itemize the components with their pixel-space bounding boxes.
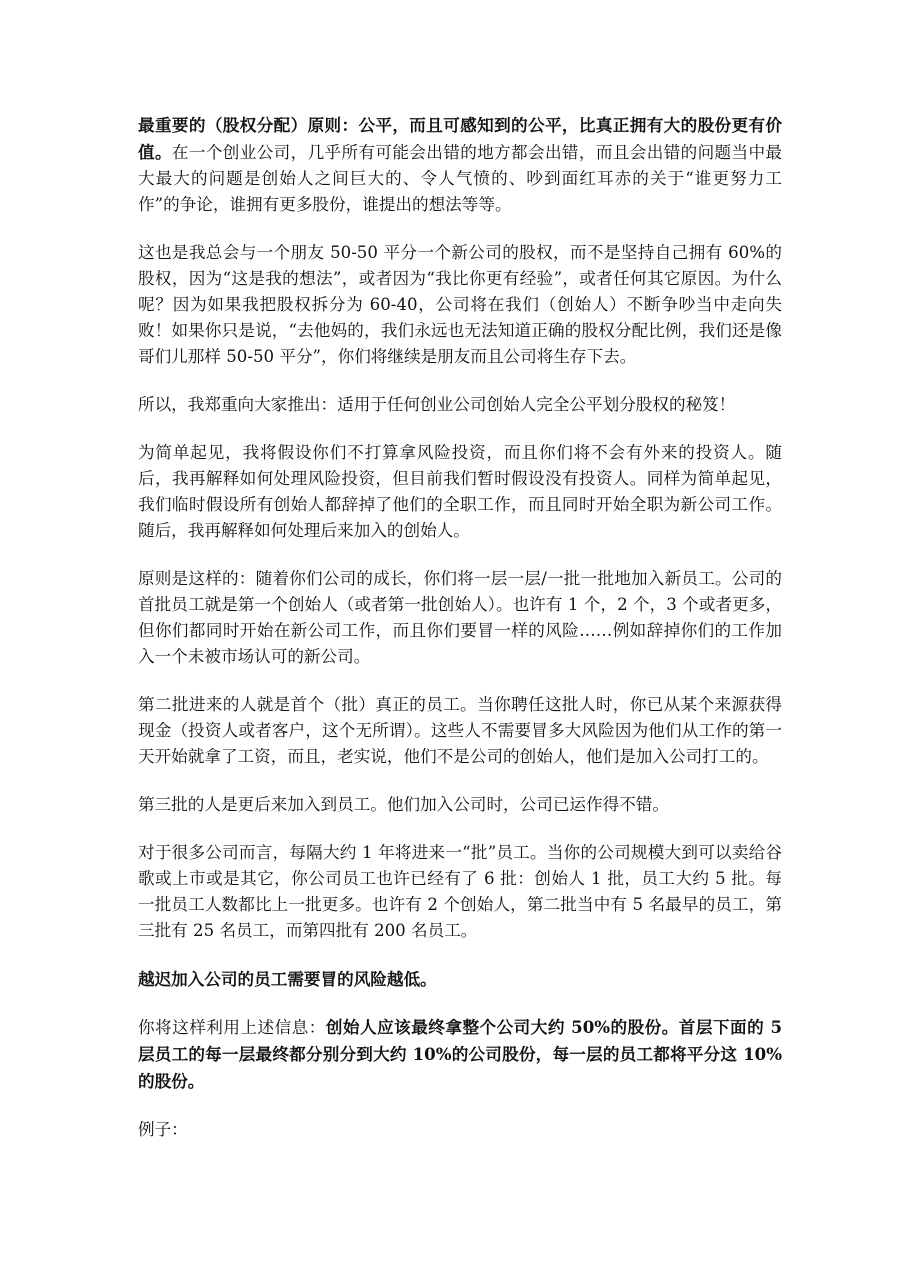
paragraph-risk-heading: 越迟加入公司的员工需要冒的风险越低。 (138, 969, 437, 989)
document-page (138, 112, 782, 1143)
principle-text: 在一个创业公司，几乎所有可能会出错的地方都会出错，而且会出错的问题当中最大最大的问题是创始人之间巨大的、令人气愤的、吵到面红耳赤的关于“谁更努力工作”的争论，谁拥有更多股份，谁提出的想法等等。 (138, 143, 783, 214)
paragraph-share-rule (138, 1014, 782, 1095)
paragraph-layers: 原则是这样的：随着你们公司的成长，你们将一层一层/一批一批地加入新员工。公司的首批员工就是第一个创始人（或者第一批创始人）。也许有 1 个，2 个，3 个或者更多，但你们都同时开始在新公司工作，而且你们要冒一样的风险……例如辞掉你们的工作加入一个未被市场认可的新公司。 (138, 569, 782, 666)
paragraph-assumptions: 为简单起见，我将假设你们不打算拿风险投资，而且你们将不会有外来的投资人。随后，我再解释如何处理风险投资，但目前我们暂时假设没有投资人。同样为简单起见，我们临时假设所有创始人都辞掉了他们的全职工作，而且同时开始全职为新公司工作。随后，我再解释如何处理后来加入的创始人。 (138, 443, 782, 540)
paragraph-announce: 所以，我郑重向大家推出：适用于任何创业公司创始人完全公平划分股权的秘笈！ (138, 395, 736, 414)
paragraph-example: 例子： (138, 1120, 188, 1139)
paragraph-principle (138, 112, 782, 218)
paragraph-third-layer: 第三批的人是更后来加入到员工。他们加入公司时，公司已运作得不错。 (138, 795, 669, 814)
paragraph-50-50: 这也是我总会与一个朋友 50-50 平分一个新公司的股权，而不是坚持自己拥有 60%的股权，因为“这是我的想法”，或者因为“我比你更有经验”，或者任何其它原因。为什么呢？因为如果我把股权拆分为 60-40，公司将在我们（创始人）不断争吵当中走向失败！如果你只是说，“去他妈的，我们永远也无法知道正确的股权分配比例，我们还是像哥们儿那样 50-50 平分”，你们将继续是朋友而且公司将生存下去。 (138, 243, 782, 366)
paragraph-second-layer: 第二批进来的人就是首个（批）真正的员工。当你聘任这批人时，你已从某个来源获得现金（投资人或者客户，这个无所谓）。这些人不需要冒多大风险因为他们从工作的第一天开始就拿了工资，而且，老实说，他们不是公司的创始人，他们是加入公司打工的。 (138, 695, 782, 766)
paragraph-yearly-layers: 对于很多公司而言，每隔大约 1 年将进来一“批”员工。当你的公司规模大到可以卖给谷歌或上市或是其它，你公司员工也许已经有了 6 批：创始人 1 批，员工大约 5 批。每一批员工人数都比上一批更多。也许有 2 个创始人，第二批当中有 5 名最早的员工，第三批有 25 名员工，而第四批有 200 名员工。 (138, 843, 782, 940)
share-rule-bold: 创始人应该最终拿整个公司大约 50%的股份。首层下面的 5 层员工的每一层最终都分别分到大约 10%的公司股份，每一层的员工都将平分这 10%的股份。 (138, 1017, 782, 1091)
share-rule-intro: 你将这样利用上述信息： (138, 1018, 326, 1037)
principle-heading: 最重要的（股权分配）原则：公平，而且可感知到的公平，比真正拥有大的股份更有价值。 (138, 115, 782, 162)
